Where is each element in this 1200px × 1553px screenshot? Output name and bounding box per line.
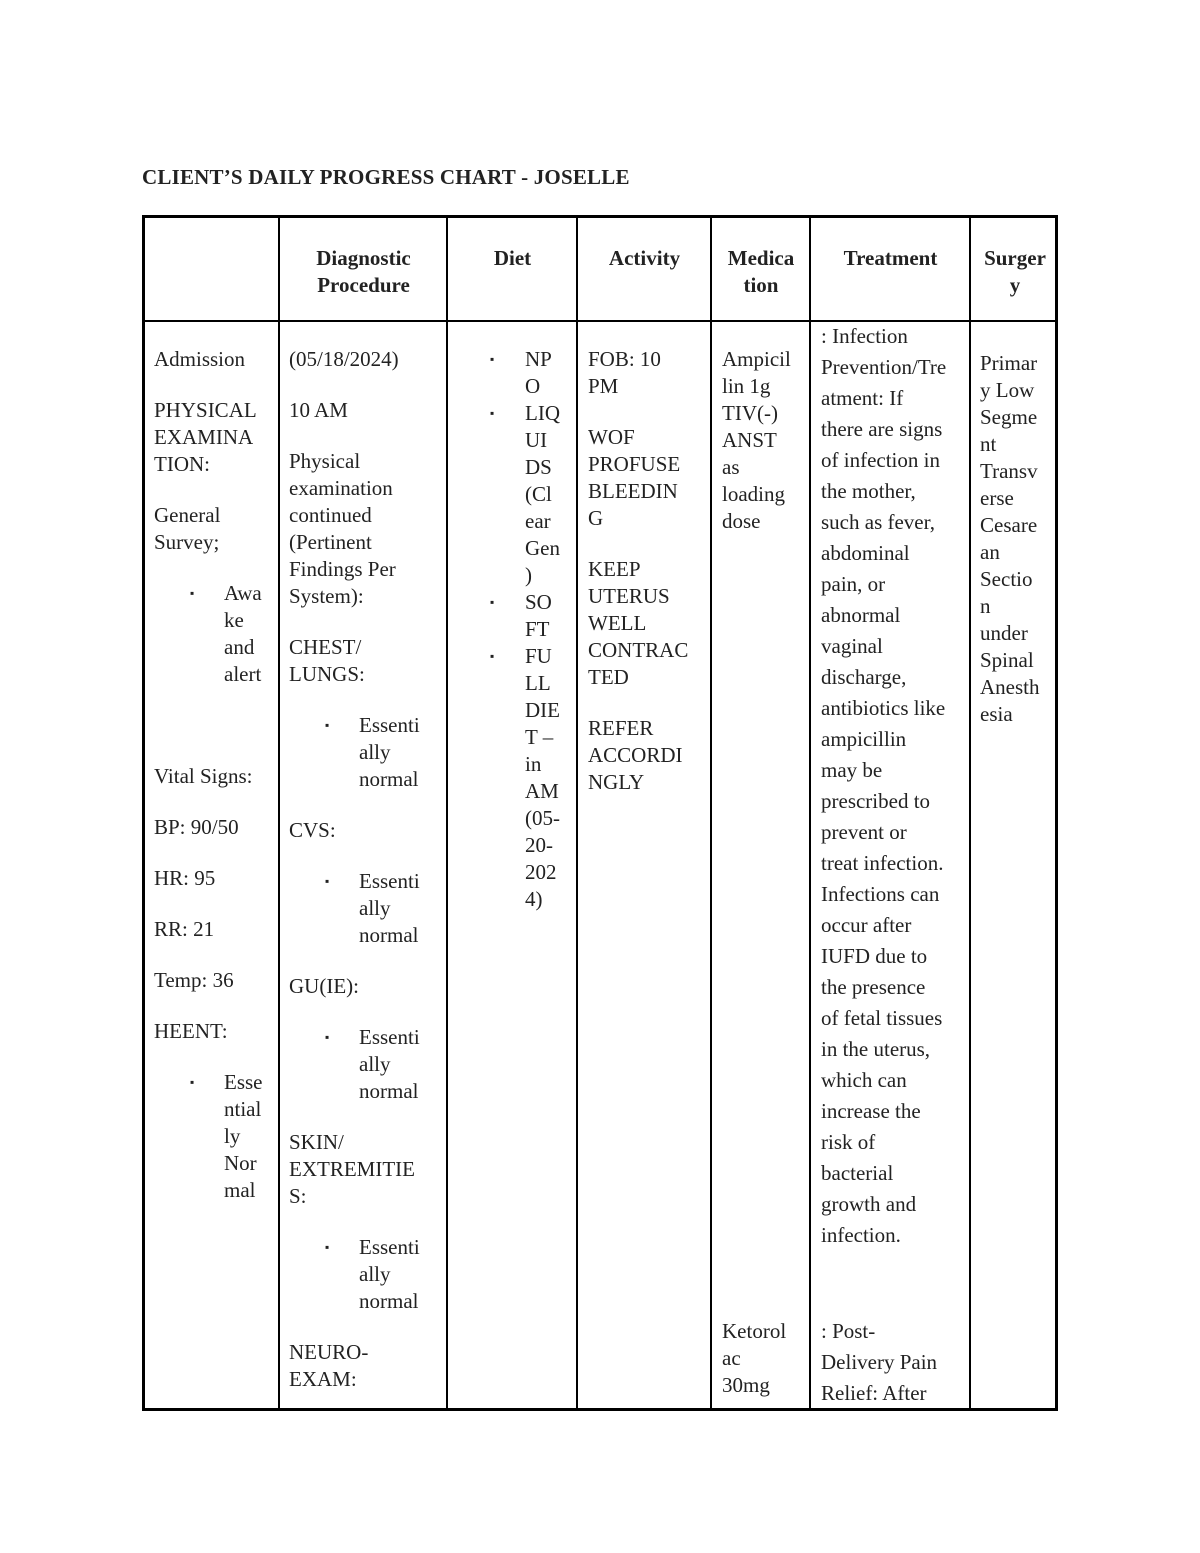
surgery-column bbox=[980, 350, 1058, 728]
column-divider bbox=[278, 218, 280, 1408]
bullet-icon: ▪ bbox=[190, 1075, 195, 1089]
list-item: ▪ Essenti ally normal bbox=[325, 1235, 420, 1313]
heent-label: HEENT: bbox=[154, 1019, 228, 1043]
hr-value: HR: 95 bbox=[154, 866, 216, 890]
document-title: CLIENT’S DAILY PROGRESS CHART - JOSELLE bbox=[142, 165, 630, 189]
header-diet: Diet bbox=[493, 246, 532, 270]
time-value: 10 AM bbox=[289, 398, 348, 422]
general-survey-label: General Survey; bbox=[154, 503, 221, 554]
physical-exam-text: Physical examination continued (Pertinent Findings Per System): bbox=[289, 449, 396, 608]
vital-signs-label: Vital Signs: bbox=[154, 764, 253, 788]
header-diagnostic: Diagnostic Procedure bbox=[316, 246, 411, 297]
bullet-icon: ▪ bbox=[325, 874, 330, 888]
activity-wof: WOF PROFUSE BLEEDIN G bbox=[588, 425, 681, 530]
list-item: ▪ Essenti ally normal bbox=[325, 869, 420, 947]
list-item: ▪ Essenti ally normal bbox=[325, 713, 420, 791]
list-item: ▪ LIQ UI DS (Cl ear Gen ) bbox=[490, 401, 560, 587]
date-value: (05/18/2024) bbox=[289, 347, 399, 371]
medication-ketorolac-cell bbox=[722, 1318, 809, 1399]
diagnostic-column bbox=[289, 346, 446, 1393]
header-medication: Medica tion bbox=[727, 246, 795, 297]
list-item: ▪ Awa ke and alert bbox=[190, 581, 262, 686]
gu-label: GU(IE): bbox=[289, 974, 359, 998]
progress-chart-table bbox=[142, 215, 1058, 1411]
column-divider bbox=[809, 218, 811, 1408]
list-item: ▪ SO FT bbox=[490, 590, 552, 641]
medication-ketorolac: Ketorol ac 30mg bbox=[722, 1319, 787, 1397]
treatment-infection-prevention: : Infection Prevention/Tre atment: If there are signs of infection in the mother, such as fever, abdominal pain, or abnormal vaginal discharge, antibiotics like ampicillin may be prescribed to prevent or treat infection. Infections can occur after IUFD due to the presence of fetal tissues in the uterus, which can increase the risk of bacterial growth and infection. bbox=[821, 324, 947, 1247]
header-treatment: Treatment bbox=[843, 246, 938, 270]
bullet-icon: ▪ bbox=[490, 595, 495, 609]
activity-fob: FOB: 10 PM bbox=[588, 347, 661, 398]
cvs-label: CVS: bbox=[289, 818, 336, 842]
treatment-column bbox=[821, 321, 969, 1251]
bullet-icon: ▪ bbox=[325, 718, 330, 732]
medication-column bbox=[722, 346, 809, 535]
skin-label: SKIN/ EXTREMITIE S: bbox=[289, 1130, 415, 1208]
bp-value: BP: 90/50 bbox=[154, 815, 239, 839]
bullet-icon: ▪ bbox=[490, 406, 495, 420]
column-divider bbox=[446, 218, 448, 1408]
bullet-icon: ▪ bbox=[490, 352, 495, 366]
treatment-pain-relief-cell bbox=[821, 1316, 969, 1409]
activity-refer: REFER ACCORDI NGLY bbox=[588, 716, 683, 794]
diet-column bbox=[490, 346, 576, 913]
surgery-procedure: Primar y Low Segme nt Transv erse Cesare an Sectio n under Spinal Anesth esia bbox=[980, 351, 1040, 726]
physical-exam-label: PHYSICAL EXAMINA TION: bbox=[154, 398, 257, 476]
chest-label: CHEST/ LUNGS: bbox=[289, 635, 365, 686]
activity-column bbox=[588, 346, 710, 796]
column-divider bbox=[969, 218, 971, 1408]
medication-ampicillin: Ampicil lin 1g TIV(-) ANST as loading dose bbox=[722, 347, 791, 533]
list-item: ▪ Esse ntial ly Nor mal bbox=[190, 1070, 263, 1202]
treatment-pain-relief: : Post- Delivery Pain Relief: After bbox=[821, 1319, 938, 1405]
rr-value: RR: 21 bbox=[154, 917, 215, 941]
column-divider bbox=[576, 218, 578, 1408]
temp-value: Temp: 36 bbox=[154, 968, 234, 992]
column-divider bbox=[710, 218, 712, 1408]
header-activity: Activity bbox=[608, 246, 681, 270]
admission-column bbox=[154, 346, 278, 1204]
admission-label: Admission bbox=[154, 347, 246, 371]
bullet-icon: ▪ bbox=[190, 586, 195, 600]
bullet-icon: ▪ bbox=[325, 1030, 330, 1044]
list-item: ▪ NP O bbox=[490, 347, 552, 398]
bullet-icon: ▪ bbox=[325, 1240, 330, 1254]
list-item: ▪ FU LL DIE T – in AM (05- 20- 202 4) bbox=[490, 644, 560, 911]
header-surgery: Surger y bbox=[984, 246, 1046, 297]
list-item: ▪ Essenti ally normal bbox=[325, 1025, 420, 1103]
activity-keep-uterus: KEEP UTERUS WELL CONTRAC TED bbox=[588, 557, 689, 689]
bullet-icon: ▪ bbox=[490, 649, 495, 663]
neuro-label: NEURO- EXAM: bbox=[289, 1340, 369, 1391]
